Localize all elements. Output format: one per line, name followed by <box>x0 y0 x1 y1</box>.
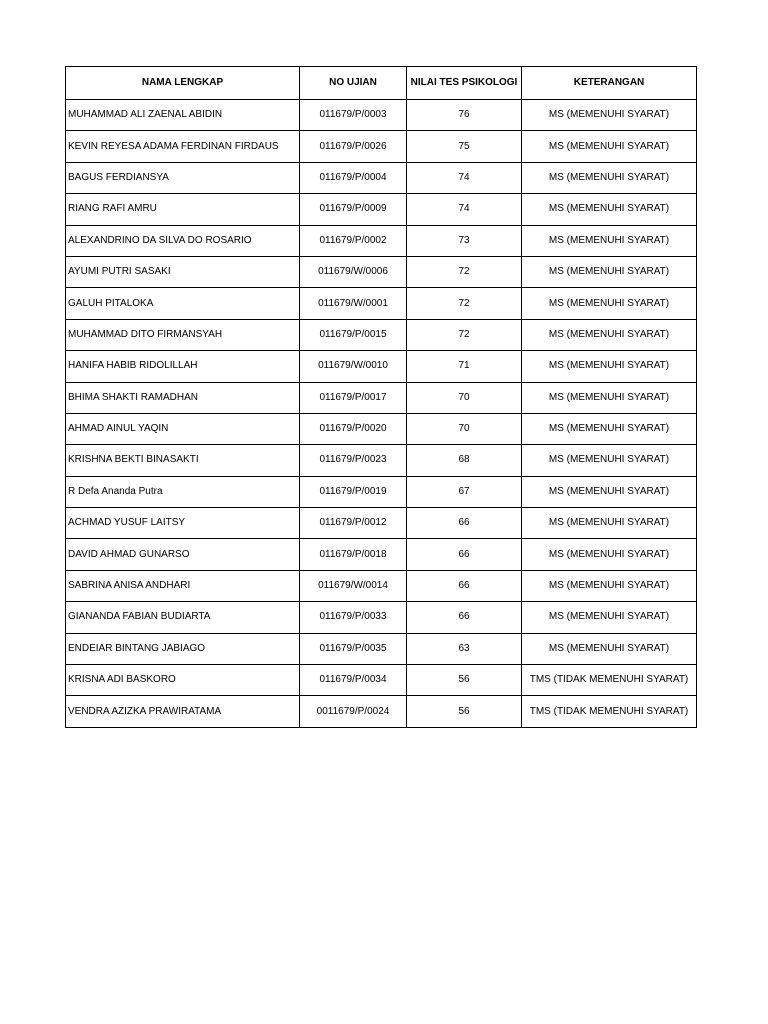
cell-remark: MS (MEMENUHI SYARAT) <box>522 256 697 287</box>
cell-remark: MS (MEMENUHI SYARAT) <box>522 445 697 476</box>
cell-name: ENDEIAR BINTANG JABIAGO <box>66 633 300 664</box>
cell-exam-no: 011679/P/0004 <box>300 162 407 193</box>
cell-remark: MS (MEMENUHI SYARAT) <box>522 351 697 382</box>
cell-name: ALEXANDRINO DA SILVA DO ROSARIO <box>66 225 300 256</box>
cell-remark: MS (MEMENUHI SYARAT) <box>522 508 697 539</box>
cell-score: 72 <box>407 256 522 287</box>
table-row <box>66 445 697 476</box>
cell-name: GIANANDA FABIAN BUDIARTA <box>66 602 300 633</box>
cell-remark: MS (MEMENUHI SYARAT) <box>522 539 697 570</box>
cell-name: VENDRA AZIZKA PRAWIRATAMA <box>66 696 300 727</box>
cell-name: KEVIN REYESA ADAMA FERDINAN FIRDAUS <box>66 131 300 162</box>
cell-name: GALUH PITALOKA <box>66 288 300 319</box>
cell-remark: MS (MEMENUHI SYARAT) <box>522 162 697 193</box>
cell-exam-no: 011679/P/0002 <box>300 225 407 256</box>
cell-score: 75 <box>407 131 522 162</box>
cell-exam-no: 011679/P/0009 <box>300 194 407 225</box>
table-row <box>66 508 697 539</box>
cell-exam-no: 011679/P/0035 <box>300 633 407 664</box>
cell-name: SABRINA ANISA ANDHARI <box>66 570 300 601</box>
cell-score: 73 <box>407 225 522 256</box>
table-row <box>66 319 697 350</box>
cell-score: 66 <box>407 602 522 633</box>
cell-name: BAGUS FERDIANSYA <box>66 162 300 193</box>
results-table <box>65 66 697 728</box>
cell-score: 72 <box>407 288 522 319</box>
cell-exam-no: 011679/P/0012 <box>300 508 407 539</box>
cell-exam-no: 011679/W/0006 <box>300 256 407 287</box>
cell-remark: MS (MEMENUHI SYARAT) <box>522 476 697 507</box>
cell-score: 56 <box>407 665 522 696</box>
cell-score: 74 <box>407 194 522 225</box>
table-row <box>66 476 697 507</box>
cell-exam-no: 011679/P/0019 <box>300 476 407 507</box>
cell-exam-no: 011679/P/0023 <box>300 445 407 476</box>
header-name: NAMA LENGKAP <box>66 67 300 100</box>
cell-exam-no: 011679/P/0018 <box>300 539 407 570</box>
cell-name: R Defa Ananda Putra <box>66 476 300 507</box>
cell-name: RIANG RAFI AMRU <box>66 194 300 225</box>
table-row <box>66 162 697 193</box>
cell-remark: MS (MEMENUHI SYARAT) <box>522 288 697 319</box>
table-header <box>66 67 697 100</box>
cell-score: 63 <box>407 633 522 664</box>
cell-name: ACHMAD YUSUF LAITSY <box>66 508 300 539</box>
cell-score: 76 <box>407 100 522 131</box>
cell-name: DAVID AHMAD GUNARSO <box>66 539 300 570</box>
table-row <box>66 288 697 319</box>
cell-remark: MS (MEMENUHI SYARAT) <box>522 194 697 225</box>
cell-remark: MS (MEMENUHI SYARAT) <box>522 570 697 601</box>
cell-remark: MS (MEMENUHI SYARAT) <box>522 602 697 633</box>
table-row <box>66 100 697 131</box>
table-body <box>66 100 697 728</box>
table-row <box>66 665 697 696</box>
cell-score: 72 <box>407 319 522 350</box>
cell-remark: TMS (TIDAK MEMENUHI SYARAT) <box>522 665 697 696</box>
cell-name: AYUMI PUTRI SASAKI <box>66 256 300 287</box>
cell-exam-no: 011679/W/0001 <box>300 288 407 319</box>
header-row <box>66 67 697 100</box>
table-row <box>66 382 697 413</box>
header-exam-no: NO UJIAN <box>300 67 407 100</box>
cell-remark: MS (MEMENUHI SYARAT) <box>522 319 697 350</box>
table-row <box>66 194 697 225</box>
cell-name: KRISHNA BEKTI BINASAKTI <box>66 445 300 476</box>
cell-score: 66 <box>407 508 522 539</box>
cell-score: 67 <box>407 476 522 507</box>
header-score: NILAI TES PSIKOLOGI <box>407 67 522 100</box>
cell-score: 74 <box>407 162 522 193</box>
table-row <box>66 539 697 570</box>
cell-name: KRISNA ADI BASKORO <box>66 665 300 696</box>
table-row <box>66 602 697 633</box>
table-row <box>66 633 697 664</box>
cell-name: HANIFA HABIB RIDOLILLAH <box>66 351 300 382</box>
table-row <box>66 570 697 601</box>
cell-score: 68 <box>407 445 522 476</box>
table-row <box>66 131 697 162</box>
table-row <box>66 413 697 444</box>
cell-name: MUHAMMAD ALI ZAENAL ABIDIN <box>66 100 300 131</box>
cell-remark: MS (MEMENUHI SYARAT) <box>522 633 697 664</box>
cell-remark: MS (MEMENUHI SYARAT) <box>522 131 697 162</box>
cell-name: BHIMA SHAKTI RAMADHAN <box>66 382 300 413</box>
cell-exam-no: 011679/P/0015 <box>300 319 407 350</box>
cell-exam-no: 011679/W/0010 <box>300 351 407 382</box>
table-row <box>66 696 697 727</box>
cell-exam-no: 011679/P/0034 <box>300 665 407 696</box>
cell-name: AHMAD AINUL YAQIN <box>66 413 300 444</box>
cell-remark: MS (MEMENUHI SYARAT) <box>522 100 697 131</box>
cell-exam-no: 011679/P/0003 <box>300 100 407 131</box>
cell-remark: MS (MEMENUHI SYARAT) <box>522 413 697 444</box>
table-row <box>66 225 697 256</box>
cell-exam-no: 011679/P/0026 <box>300 131 407 162</box>
table-row <box>66 351 697 382</box>
cell-score: 56 <box>407 696 522 727</box>
cell-name: MUHAMMAD DITO FIRMANSYAH <box>66 319 300 350</box>
cell-score: 66 <box>407 539 522 570</box>
cell-remark: MS (MEMENUHI SYARAT) <box>522 225 697 256</box>
header-remark: KETERANGAN <box>522 67 697 100</box>
table-row <box>66 256 697 287</box>
cell-exam-no: 011679/P/0020 <box>300 413 407 444</box>
cell-exam-no: 011679/P/0017 <box>300 382 407 413</box>
cell-exam-no: 011679/P/0033 <box>300 602 407 633</box>
cell-exam-no: 0011679/P/0024 <box>300 696 407 727</box>
cell-score: 66 <box>407 570 522 601</box>
cell-remark: TMS (TIDAK MEMENUHI SYARAT) <box>522 696 697 727</box>
cell-score: 70 <box>407 382 522 413</box>
cell-score: 71 <box>407 351 522 382</box>
cell-remark: MS (MEMENUHI SYARAT) <box>522 382 697 413</box>
cell-exam-no: 011679/W/0014 <box>300 570 407 601</box>
cell-score: 70 <box>407 413 522 444</box>
